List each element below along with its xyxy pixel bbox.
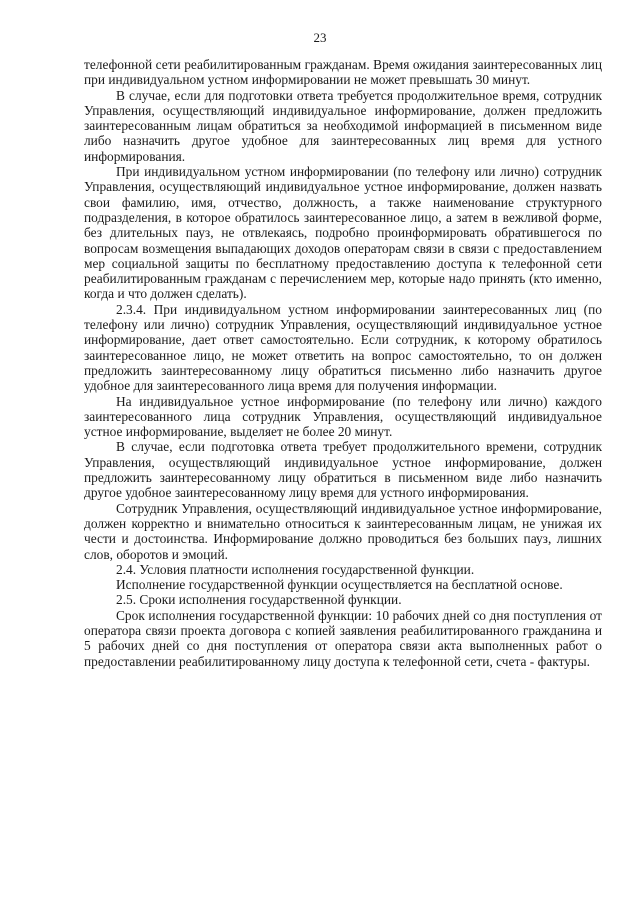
- paragraph-time-limit: На индивидуальное устное информирование (по телефону или лично) каждого заинтересованного лица сотрудник Управления, осуществляющий индивидуальное устное информирование, выделяет не более 20 минут.: [84, 393, 602, 440]
- heading-section-2-5: 2.5. Сроки исполнения государственной функции.: [116, 592, 402, 608]
- page-number: 23: [313, 30, 327, 45]
- paragraph-free-of-charge: Исполнение государственной функции осуществляется на бесплатной основе.: [116, 577, 563, 593]
- heading-section-2-4: 2.4. Условия платности исполнения государственной функции.: [116, 561, 475, 577]
- paragraph-section-2-3-4: 2.3.4. При индивидуальном устном информировании заинтересованных лиц (по телефону или лично) сотрудник Управления, осуществляющий индивидуальное устное информирование, дает ответ самостоятельно. Если сотрудник, к которому обратилось заинтересованное лицо, не может ответить на вопрос самостоятельно, то он должен предложить заинтересованному лицу обратиться письменно либо назначить другое удобное для заинтересованного лица время для получения информации.: [84, 301, 602, 394]
- paragraph-long-preparation: В случае, если для подготовки ответа требуется продолжительное время, сотрудник Управления, осуществляющий индивидуальное информирование, должен предложить заинтересованным лицам обратиться за необходимой информацией в письменном виде либо назначить другое удобное для заинтересованных лиц время для устного информирования.: [84, 87, 602, 164]
- paragraph-individual-oral-informing: При индивидуальном устном информировании (по телефону или лично) сотрудник Управления, осуществляющий индивидуальное устное информирование, должен назвать свои фамилию, имя, отчество, должность, а также наименование структурного подразделения, в которое обратилось заинтересованное лицо, а затем в вежливой форме, без длительных пауз, не отвлекаясь, подробно проинформировать обратившегося по вопросам возмещения выпадающих доходов операторам связи в связи с предоставлением мер социальной защиты по бесплатному предоставлению доступа к телефонной сети реабилитированным гражданам с перечислением мер, которые надо принять (кто именно, когда и что должен сделать).: [84, 164, 602, 302]
- document-body: [84, 57, 602, 669]
- paragraph-continuation: телефонной сети реабилитированным гражданам. Время ожидания заинтересованных лиц при индивидуальном устном информировании не может превышать 30 минут.: [84, 57, 602, 88]
- paragraph-employee-conduct: Сотрудник Управления, осуществляющий индивидуальное устное информирование, должен корректно и внимательно относиться к заинтересованным лицам, не унижая их чести и достоинства. Информирование должно проводиться без больших пауз, лишних слов, оборотов и эмоций.: [84, 500, 602, 562]
- paragraph-execution-deadlines: Срок исполнения государственной функции: 10 рабочих дней со дня поступления от оператора связи проекта договора с копией заявления реабилитированного гражданина и 5 рабочих дней со дня поступления от оператора связи акта выполненных работ о предоставлении реабилитированному лицу доступа к телефонной сети, счета - фактуры.: [84, 607, 602, 669]
- paragraph-long-answer-case: В случае, если подготовка ответа требует продолжительного времени, сотрудник Управления, осуществляющий индивидуальное устное информирование, должен предложить заинтересованному лицу обратиться в письменном виде либо назначить другое удобное заинтересованному лицу время для устного информирования.: [84, 439, 602, 501]
